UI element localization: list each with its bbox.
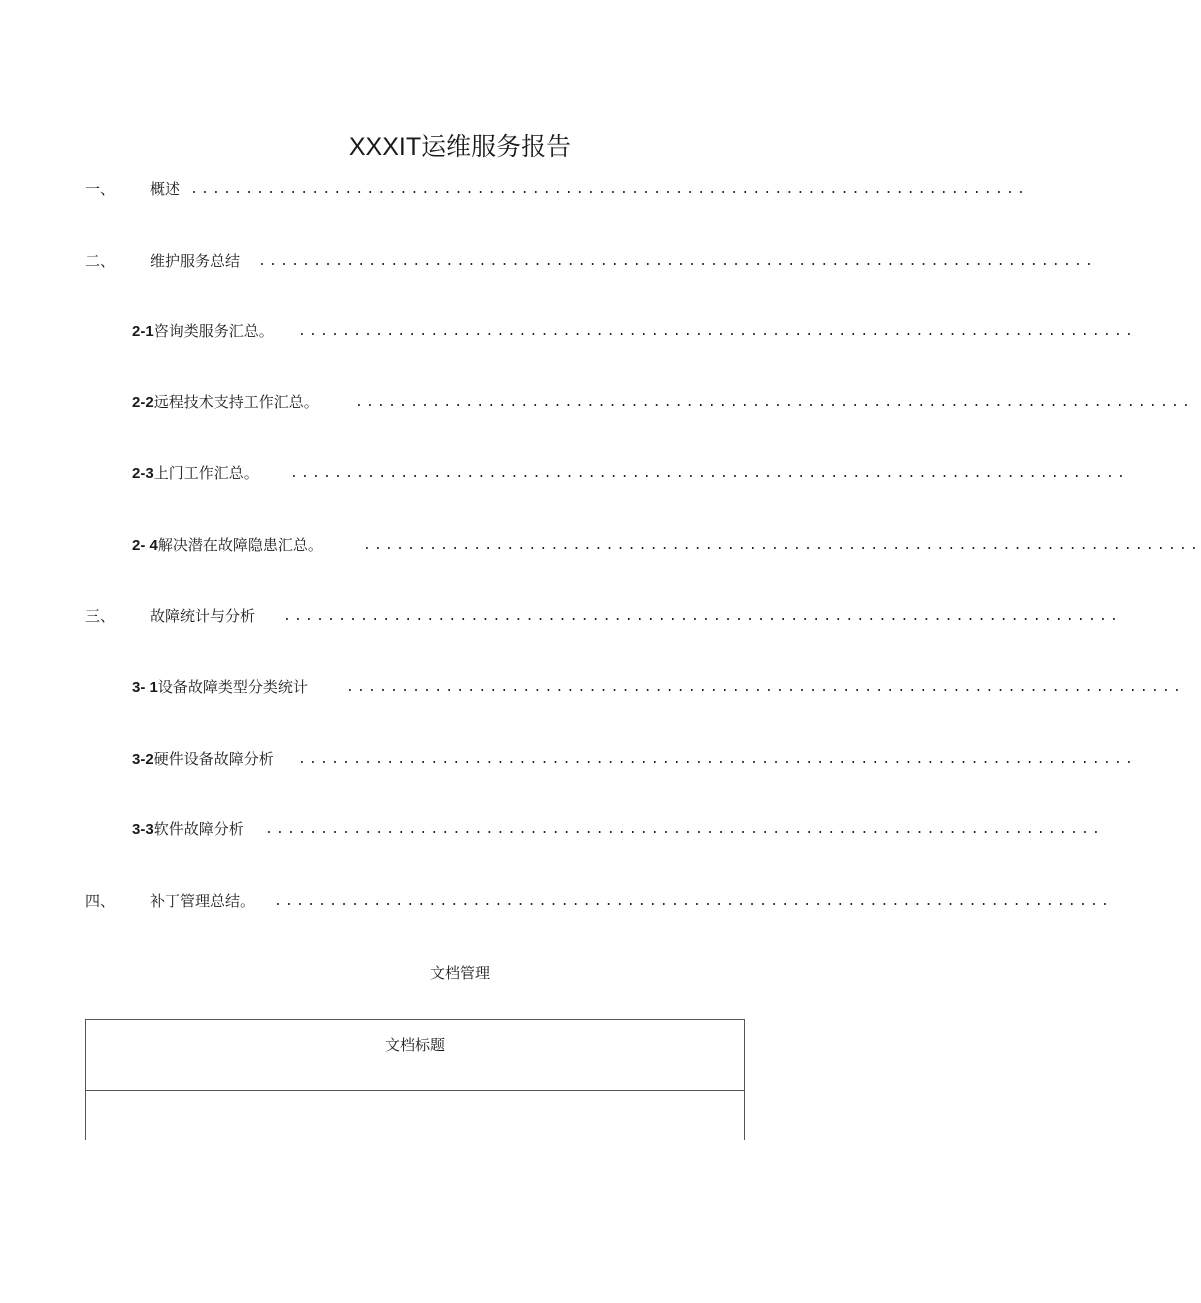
doc-management-table xyxy=(85,1019,745,1140)
toc-leader-dots: ............................................................................ xyxy=(265,822,1104,837)
toc-label: 3- 1设备故障类型分类统计 xyxy=(132,678,308,696)
toc-label: 2-2远程技术支持工作汇总。 xyxy=(132,393,319,411)
toc-entry-1[interactable] xyxy=(0,178,1029,200)
toc-label: 2-1咨询类服务汇总。 xyxy=(132,322,274,340)
toc-label: 2-3上门工作汇总。 xyxy=(132,464,259,482)
toc-label: 维护服务总结 xyxy=(150,252,241,270)
doc-management-heading: 文档管理 xyxy=(429,964,490,982)
toc-leader-dots: ............................................................................ xyxy=(283,609,1122,624)
toc-entry-4[interactable] xyxy=(0,890,1113,912)
toc-leader-dots: ............................................................................ xyxy=(274,894,1113,909)
toc-entry-2-3[interactable] xyxy=(0,462,1129,484)
toc-entry-3-3[interactable] xyxy=(0,818,1104,840)
toc-number: 三、 xyxy=(85,607,116,625)
toc-label: 3-2硬件设备故障分析 xyxy=(132,750,274,768)
toc-entry-2-2[interactable] xyxy=(0,391,1194,413)
toc-leader-dots: ............................................................................ xyxy=(346,680,1185,695)
toc-label: 2- 4解决潜在故障隐患汇总。 xyxy=(132,536,323,554)
toc-leader-dots: ............................................................................ xyxy=(190,182,1029,197)
toc-number: 二、 xyxy=(85,252,116,270)
toc-label: 3-3软件故障分析 xyxy=(132,820,244,838)
toc-number: 四、 xyxy=(85,892,116,910)
toc-leader-dots: ............................................................................ xyxy=(298,752,1137,767)
toc-leader-dots: ............................................................................ xyxy=(355,395,1194,410)
toc-entry-3-2[interactable] xyxy=(0,748,1137,770)
toc-entry-3-1[interactable] xyxy=(0,676,1185,698)
toc-leader-dots: ............................................................................ xyxy=(363,538,1201,553)
toc-label: 故障统计与分析 xyxy=(150,607,256,625)
document-title: XXXIT运维服务报告 xyxy=(348,133,572,161)
toc-leader-dots: ............................................................................ xyxy=(290,466,1129,481)
table-header-cell: 文档标题 xyxy=(86,1020,744,1091)
toc-entry-2[interactable] xyxy=(0,250,1097,272)
toc-leader-dots: ............................................................................ xyxy=(258,254,1097,269)
toc-number: 一、 xyxy=(85,180,116,198)
toc-entry-2-1[interactable] xyxy=(0,320,1137,342)
toc-label: 补丁管理总结。 xyxy=(150,892,256,910)
toc-leader-dots: ............................................................................ xyxy=(298,324,1137,339)
toc-label: 概述 xyxy=(150,180,181,198)
toc-entry-2-4[interactable] xyxy=(0,534,1201,556)
toc-entry-3[interactable] xyxy=(0,605,1122,627)
